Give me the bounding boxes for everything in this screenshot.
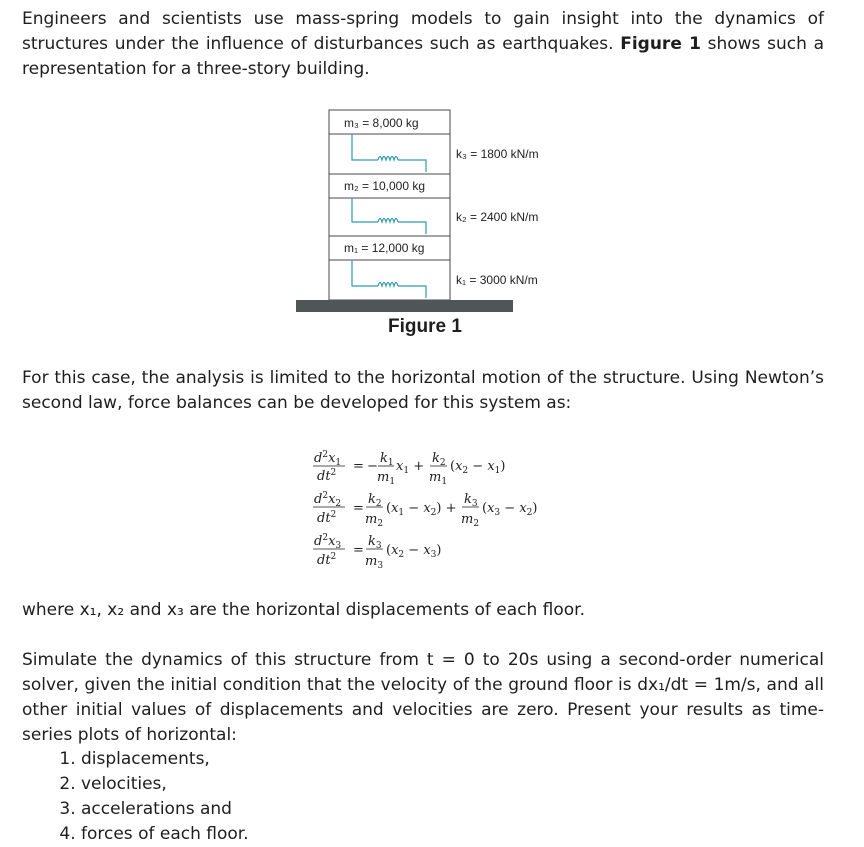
- list-item: 1. displacements,: [81, 747, 249, 772]
- newton-paragraph: For this case, the analysis is limited to the horizontal motion of the structure. Using Newton’s second law, force balances can be developed for this system as:: [22, 368, 824, 413]
- svg-text:d2x3: $d^2x_3$: [314, 533, 342, 551]
- svg-text:k3: $k_3$: [464, 492, 478, 509]
- figure-reference: Figure 1: [620, 34, 701, 54]
- svg-text:x1 +: $x_1$ +: [396, 459, 425, 476]
- intro-text-b: shows such a representation for a three-story building.: [22, 34, 825, 79]
- svg-text:d2x1: $d^2x_1$: [314, 450, 342, 468]
- svg-text:dt2: $dt^2$: [317, 552, 337, 568]
- displacements-definition: where x₁, x₂ and x₃ are the horizontal displacements of each floor.: [22, 600, 586, 620]
- list-item: 3. accelerations and: [81, 797, 249, 822]
- simulation-instructions: Simulate the dynamics of this structure from t = 0 to 20s using a second-order numerical solver, given the initial condition that the velocity of the ground floor is dx₁/dt = 1m/s, and all other initial values of displacements and velocities are zero. Present your results as time-series plots of horizontal:: [22, 650, 824, 745]
- equation-1: [313, 450, 505, 487]
- svg-text:(x2 − x3): $(x_2 - x_3)$: [386, 543, 442, 560]
- svg-text:m2: $m_2$: [461, 512, 480, 529]
- svg-text:m2: $m_2$: [365, 512, 384, 529]
- svg-text:k1: $k_1$: [380, 451, 394, 468]
- svg-text:(x3 − x2): $(x_3 - x_2)$: [482, 501, 538, 518]
- plot-list: [22, 747, 249, 847]
- svg-text:dt2: $dt^2$: [317, 510, 337, 526]
- svg-text:=: =: [353, 501, 364, 516]
- intro-text-a: Engineers and scientists use mass-spring models to gain insight into the dynamics of structures under the influence of disturbances such as earthquakes.: [22, 9, 824, 54]
- equation-2: [313, 491, 537, 529]
- mass-1-label: m₁ = 12,000 kg: [344, 241, 425, 255]
- svg-text:dt2: $dt^2$: [317, 468, 337, 484]
- spring-2-label: k₂ = 2400 kN/m: [456, 210, 539, 224]
- list-item: 4. forces of each floor.: [81, 822, 249, 847]
- svg-text:m3: $m_3$: [365, 554, 384, 571]
- spring-1-label: k₁ = 3000 kN/m: [456, 273, 538, 287]
- mass-3-label: m₃ = 8,000 kg: [344, 116, 419, 130]
- mass-2-label: m₂ = 10,000 kg: [344, 179, 426, 193]
- svg-text:=: =: [353, 543, 364, 558]
- svg-text:m1: $m_1$: [429, 470, 448, 487]
- list-item: 2. velocities,: [81, 772, 249, 797]
- svg-text:m1: $m_1$: [377, 470, 396, 487]
- svg-text:k2: $k_2$: [432, 451, 446, 468]
- spring-3-label: k₃ = 1800 kN/m: [456, 147, 539, 161]
- figure-caption: Figure 1: [388, 316, 462, 337]
- svg-text:(x1 − x2) +: $(x_1 - x_2)$ +: [386, 501, 457, 518]
- equation-3: [313, 533, 441, 571]
- svg-text:k3: $k_3$: [368, 534, 382, 551]
- svg-text:(x2 − x1): $(x_2 - x_1)$: [450, 459, 506, 476]
- svg-text:d2x2: $d^2x_2$: [314, 491, 342, 509]
- svg-text:k2: $k_2$: [368, 492, 382, 509]
- svg-text:−: −: [367, 459, 378, 474]
- svg-text:=: =: [353, 459, 364, 474]
